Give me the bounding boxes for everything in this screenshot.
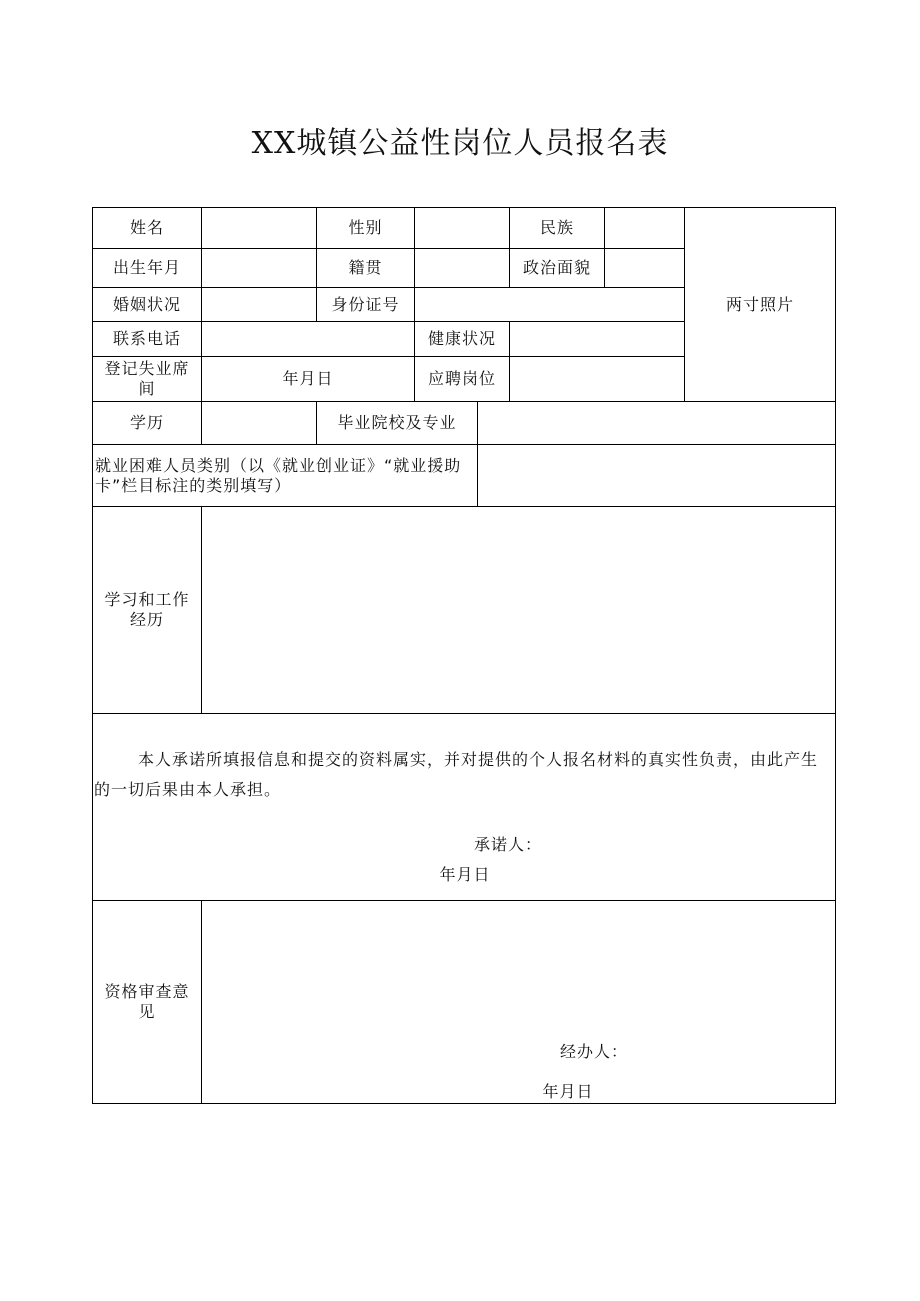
unemployment-date-input[interactable]: 年月日 [282,369,334,388]
education-input[interactable] [202,402,316,444]
phone-label: 联系电话 [112,329,181,348]
difficulty-category-input[interactable] [478,445,835,506]
name-input[interactable] [202,208,316,248]
pledge-text: 本人承诺所填报信息和提交的资料属实，并对提供的个人报名材料的真实性负责，由此产生的一切后果由本人承担。 [94,750,819,799]
gender-label: 性别 [348,218,383,237]
education-label: 学历 [129,413,164,432]
id-number-label: 身份证号 [331,294,400,314]
difficulty-category-label: 就业困难人员类别（以《就业创业证》“就业援助卡”栏目标注的类别填写） [95,455,462,495]
ethnicity-label: 民族 [539,218,574,237]
experience-input[interactable] [202,507,835,713]
marital-status-input[interactable] [202,288,316,321]
applied-position-input[interactable] [510,357,684,401]
page-title: XX城镇公益性岗位人员报名表 [251,126,669,161]
pledge-date-label: 年月日 [439,865,491,884]
school-major-input[interactable] [478,402,835,444]
marital-status-label: 婚姻状况 [112,294,181,314]
native-place-label: 籍贯 [348,258,383,277]
applied-position-label: 应聘岗位 [427,369,496,388]
pledge-signer-label: 承诺人： [474,835,543,854]
id-number-input[interactable] [415,288,684,321]
gender-input[interactable] [415,208,509,248]
health-label: 健康状况 [427,329,496,348]
photo-box[interactable]: 两寸照片 [725,294,794,314]
school-major-label: 毕业院校及专业 [337,413,457,432]
unemployment-date-label: 登记失业席间 [104,359,190,398]
birth-date-input[interactable] [202,249,316,287]
native-place-input[interactable] [415,249,509,287]
birth-date-label: 出生年月 [112,258,181,277]
health-input[interactable] [510,322,684,356]
phone-input[interactable] [202,322,414,356]
review-handler-label: 经办人： [560,1042,629,1061]
political-status-label: 政治面貌 [522,258,591,277]
review-label: 资格审查意见 [104,982,190,1021]
review-date-label: 年月日 [542,1082,594,1101]
experience-label: 学习和工作经历 [104,590,190,629]
ethnicity-input[interactable] [605,208,684,248]
political-status-input[interactable] [605,249,684,287]
name-label: 姓名 [129,218,164,237]
review-input[interactable] [202,901,835,1103]
